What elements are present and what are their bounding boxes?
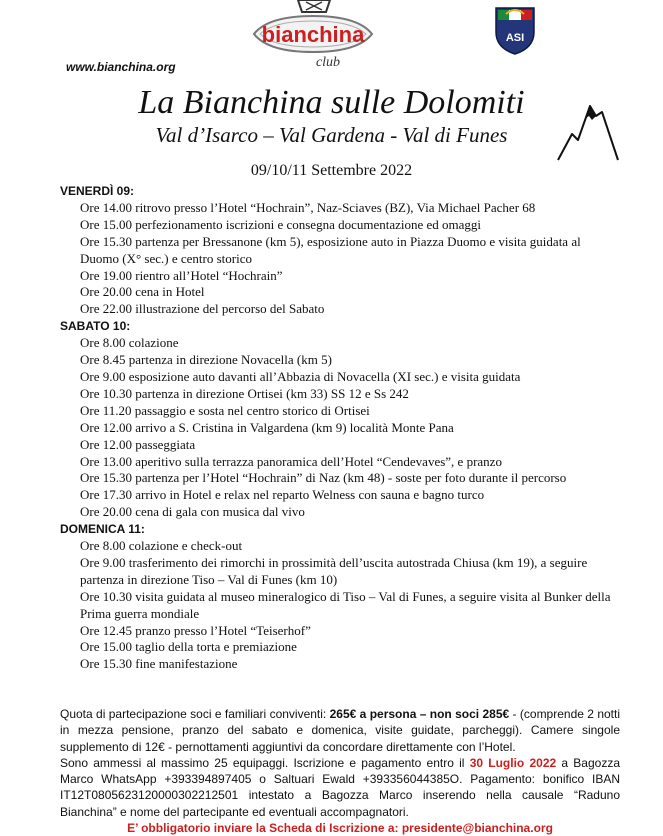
payment-details: a Bagozza Marco WhatsApp +393394897405 o Saltuari Ewald +393356044385O. Pagamento: bonifico IBAN IT12T0805623120000302212501 intestato a Bagozza Marco inserendo nella causale “Raduno Bianchina” e nome del partecipante ed eventuali accompagnatori. bbox=[60, 755, 620, 819]
schedule-item: Ore 19.00 rientro all’Hotel “Hochrain” bbox=[80, 267, 283, 283]
day-heading-friday: VENERDÌ 09: bbox=[60, 184, 135, 198]
schedule-item: Ore 12.45 pranzo presso l’Hotel “Teiserhof” bbox=[80, 622, 311, 638]
event-dates: 09/10/11 Settembre 2022 bbox=[250, 162, 413, 179]
schedule-item: Ore 8.00 colazione e check-out bbox=[80, 538, 243, 554]
schedule-item: Ore 20.00 cena in Hotel bbox=[80, 284, 205, 300]
schedule-item: Ore 22.00 illustrazione del percorso del Sabato bbox=[80, 301, 325, 317]
schedule-item: Ore 10.30 partenza in direzione Ortisei (km 33) SS 12 e Ss 242 bbox=[80, 385, 409, 401]
fee-text: Quota di partecipazione soci e familiari conviventi: bbox=[60, 707, 330, 721]
schedule-item: Ore 9.00 trasferimento dei rimorchi in prossimità dell’uscita autostrada Chiusa (km 19), a seguire partenza in direzione Tiso – Val di Funes (km 10) bbox=[80, 554, 588, 587]
schedule-item: Ore 15.00 taglio della torta e premiazione bbox=[80, 639, 297, 655]
participation-info bbox=[60, 706, 620, 836]
schedule-item: Ore 15.30 partenza per l’Hotel “Hochrain” di Naz (km 48) - soste per foto durante il percorso bbox=[80, 470, 567, 486]
website-url[interactable]: www.bianchina.org bbox=[66, 60, 176, 74]
schedule-item: Ore 8.45 partenza in direzione Novacella (km 5) bbox=[80, 352, 332, 368]
schedule-item: Ore 8.00 colazione bbox=[80, 335, 179, 351]
registration-text: Sono ammessi al massimo 25 equipaggi. Iscrizione e pagamento entro il bbox=[60, 755, 470, 770]
event-program bbox=[60, 183, 620, 673]
schedule-item: Ore 9.00 esposizione auto davanti all’Abbazia di Novacella (XI sec.) e visita guidata bbox=[80, 368, 521, 384]
registration-paragraph bbox=[60, 755, 620, 820]
day-heading-sunday: DOMENICA 11: bbox=[60, 522, 145, 537]
page-subtitle: Val d’Isarco – Val Gardena - Val di Funes bbox=[155, 123, 508, 147]
bianchina-club-logo bbox=[248, 0, 378, 72]
schedule-item: Ore 14.00 ritrovo presso l’Hotel “Hochrain”, Naz-Sciaves (BZ), Via Michael Pacher 68 bbox=[80, 199, 536, 215]
page-title: La Bianchina sulle Dolomiti bbox=[138, 84, 525, 121]
mountain-icon bbox=[556, 98, 620, 162]
fee-details: - (comprende 2 notti in mezza pensione, pranzo del sabato e domenica, visite guidate, parcheggi). Camere singole supplemento di 12€ - pernottamenti aggiuntivi da concordare direttamente con l’Hotel. bbox=[60, 707, 620, 754]
schedule-item: Ore 20.00 cena di gala con musica dal vivo bbox=[80, 504, 305, 520]
schedule-item: Ore 15.00 perfezionamento iscrizioni e consegna documentazione ed omaggi bbox=[80, 216, 482, 232]
day-heading-saturday: SABATO 10: bbox=[60, 319, 131, 334]
fee-paragraph bbox=[60, 706, 620, 755]
asi-crest-icon bbox=[494, 4, 536, 56]
schedule-item: Ore 15.30 fine manifestazione bbox=[80, 656, 238, 672]
registration-notice[interactable]: E’ obbligatorio inviare la Scheda di Iscrizione a: presidente@bianchina.org bbox=[127, 821, 553, 836]
schedule-item: Ore 11.20 passaggio e sosta nel centro storico di Ortisei bbox=[80, 402, 370, 418]
registration-deadline: 30 Luglio 2022 bbox=[469, 755, 557, 770]
fee-amounts: 265€ a persona – non soci 285€ bbox=[329, 707, 510, 721]
schedule-item: Ore 13.00 aperitivo sulla terrazza panoramica dell’Hotel “Cendevaves”, e pranzo bbox=[80, 453, 502, 469]
logo-text: bianchina bbox=[261, 22, 365, 47]
schedule-item: Ore 10.30 visita guidata al museo mineralogico di Tiso – Val di Funes, a seguire visita al Bunker della Prima guerra mondiale bbox=[80, 588, 611, 621]
schedule-item: Ore 15.30 partenza per Bressanone (km 5), esposizione auto in Piazza Duomo e visita guidata al Duomo (X° sec.) e centro storico bbox=[80, 233, 581, 266]
schedule-item: Ore 12.00 arrivo a S. Cristina in Valgardena (km 9) località Monte Pana bbox=[80, 419, 454, 435]
logo-club: club bbox=[315, 55, 341, 70]
schedule-item: Ore 12.00 passeggiata bbox=[80, 436, 196, 452]
crest-text: ASI bbox=[505, 32, 525, 44]
schedule-item: Ore 17.30 arrivo in Hotel e relax nel reparto Welness con sauna e bagno turco bbox=[80, 487, 485, 503]
